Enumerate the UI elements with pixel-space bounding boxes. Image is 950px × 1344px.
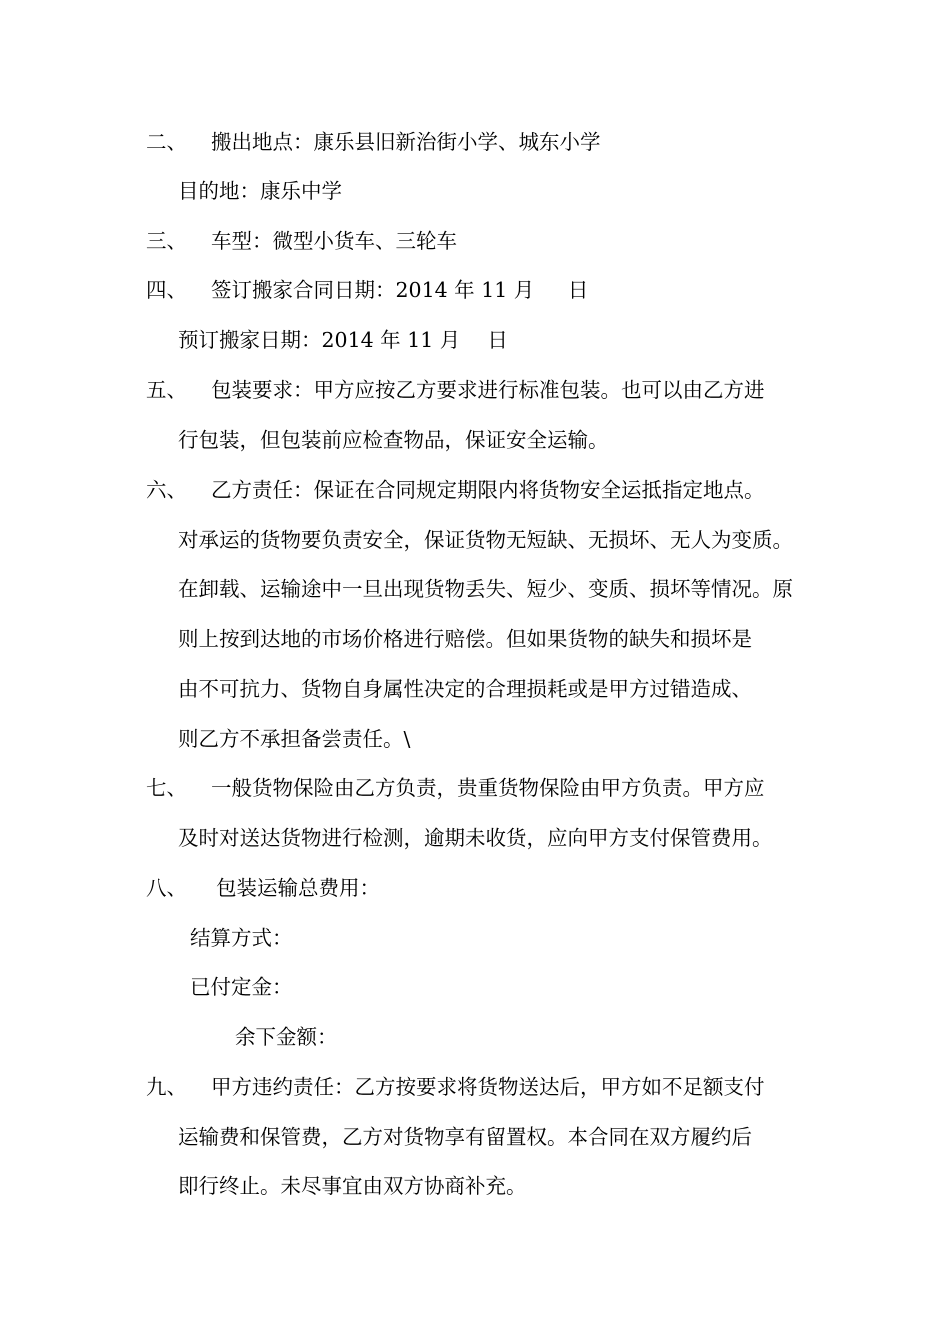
section-9-line-2: 即行终止。未尽事宜由双方协商补充。 xyxy=(178,1174,527,1198)
section-8-text: 包装运输总费用： xyxy=(216,876,380,900)
section-2-number: 二、 xyxy=(146,130,187,154)
section-6-text: 乙方责任：保证在合同规定期限内将货物安全运抵指定地点。 xyxy=(211,478,765,502)
section-9-text: 甲方违约责任：乙方按要求将货物送达后，甲方如不足额支付 xyxy=(211,1075,765,1099)
section-5-number: 五、 xyxy=(146,378,187,402)
section-6-line-3: 则上按到达地的市场价格进行赔偿。但如果货物的缺失和损坏是 xyxy=(178,627,752,651)
section-8-deposit-paid: 已付定金： xyxy=(190,975,293,999)
section-3-number: 三、 xyxy=(146,229,187,253)
section-6-line-1: 对承运的货物要负责安全，保证货物无短缺、无损坏、无人为变质。 xyxy=(178,528,793,552)
section-8-settlement: 结算方式： xyxy=(190,926,293,950)
section-2-text: 搬出地点：康乐县旧新治街小学、城东小学 xyxy=(211,130,601,154)
section-2-destination: 目的地：康乐中学 xyxy=(178,179,342,203)
section-8-number: 八、 xyxy=(146,876,187,900)
section-6-line-2: 在卸载、运输途中一旦出现货物丢失、短少、变质、损坏等情况。原 xyxy=(178,577,793,601)
section-6-line-5: 则乙方不承担备尝责任。\ xyxy=(178,727,411,751)
section-5-continuation: 行包装，但包装前应检查物品，保证安全运输。 xyxy=(178,428,609,452)
section-9-line-1: 运输费和保管费，乙方对货物享有留置权。本合同在双方履约后 xyxy=(178,1125,752,1149)
section-7-text: 一般货物保险由乙方负责，贵重货物保险由甲方负责。甲方应 xyxy=(211,776,765,800)
section-7-number: 七、 xyxy=(146,776,187,800)
section-4-text: 签订搬家合同日期：2014 年 11 月 日 xyxy=(211,278,589,302)
section-4-number: 四、 xyxy=(146,278,187,302)
section-6-line-4: 由不可抗力、货物自身属性决定的合理损耗或是甲方过错造成、 xyxy=(178,677,752,701)
section-9-number: 九、 xyxy=(146,1075,187,1099)
section-5-text: 包装要求：甲方应按乙方要求进行标准包装。也可以由乙方进 xyxy=(211,378,765,402)
section-8-remaining-amount: 余下金额： xyxy=(235,1025,338,1049)
section-3-text: 车型：微型小货车、三轮车 xyxy=(211,229,457,253)
section-4-moving-date: 预订搬家日期：2014 年 11 月 日 xyxy=(178,328,508,352)
section-7-continuation: 及时对送达货物进行检测，逾期未收货，应向甲方支付保管费用。 xyxy=(178,826,773,850)
section-6-number: 六、 xyxy=(146,478,187,502)
